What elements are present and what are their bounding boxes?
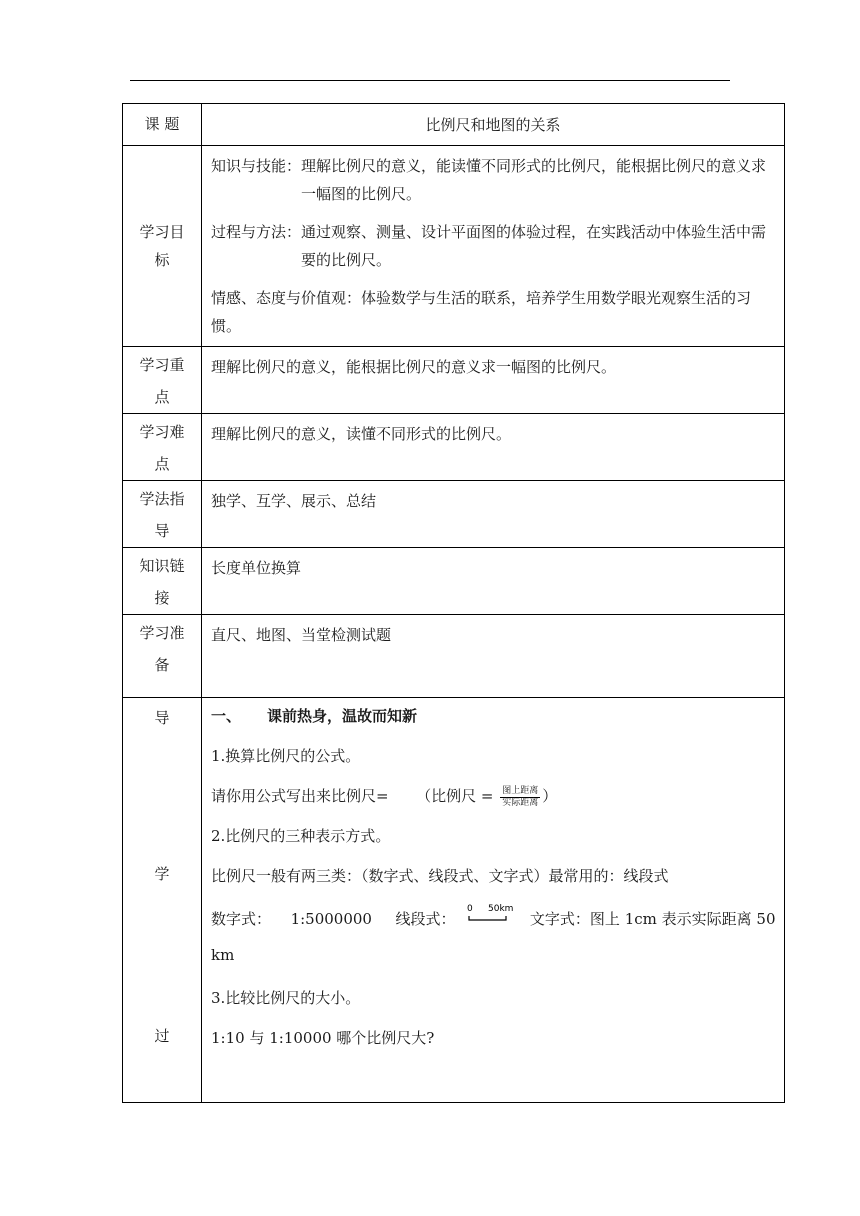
objectives-label: 学习目标 (123, 146, 202, 347)
objective-key: 过程与方法： (211, 223, 302, 241)
difficulties-text: 理解比例尺的意义，读懂不同形式的比例尺。 (202, 414, 785, 481)
formula-prompt: 请你用公式写出来比例尺= (211, 787, 389, 805)
objective-key: 知识与技能： (211, 157, 302, 175)
question-2: 2.比例尺的三种表示方式。 (211, 827, 391, 845)
segment-scale-zero: 0 (467, 904, 474, 914)
row-preparation (123, 615, 785, 698)
process-content (202, 698, 785, 1103)
row-title (123, 104, 785, 146)
header-rule (130, 80, 730, 81)
row-method (123, 481, 785, 548)
objective-text: 理解比例尺的意义，能读懂不同形式的比例尺，能根据比例尺的意义求一幅图的比例尺。 (301, 157, 767, 203)
formula-answer-close: ） (542, 787, 558, 805)
scale-formula-fraction (500, 786, 540, 809)
row-links (123, 548, 785, 615)
segment-scale-end: 50km (488, 904, 514, 914)
objective-text: 体验数学与生活的联系，培养学生用数学眼光观察生活的习惯。 (211, 289, 752, 335)
links-text: 长度单位换算 (202, 548, 785, 615)
process-label-char: 导 (154, 709, 170, 727)
preparation-text: 直尺、地图、当堂检测试题 (202, 615, 785, 698)
row-process (123, 698, 785, 1103)
objective-text: 通过观察、测量、设计平面图的体验过程，在实践活动中体验生活中需要的比例尺。 (301, 223, 767, 269)
formula-line (211, 782, 776, 810)
row-objectives (123, 146, 785, 347)
scale-types-text: 比例尺一般有两三类：（数字式、线段式、文字式）最常用的：线段式 (211, 867, 669, 885)
key-points-label: 学习重点 (123, 347, 202, 414)
objectives-content (202, 146, 785, 347)
segment-scale-label: 线段式： (395, 910, 456, 928)
row-difficulties (123, 414, 785, 481)
key-points-text: 理解比例尺的意义，能根据比例尺的意义求一幅图的比例尺。 (202, 347, 785, 414)
question-3: 3.比较比例尺的大小。 (211, 989, 361, 1007)
objective-attitude (211, 284, 776, 340)
section-heading (211, 702, 776, 730)
numeric-scale-label: 数字式： (211, 910, 272, 928)
process-label-char: 过 (154, 1027, 170, 1045)
section-title: 课前热身，温故而知新 (267, 707, 418, 725)
difficulties-label: 学习难点 (123, 414, 202, 481)
segment-scale-icon (466, 902, 514, 938)
fraction-numerator: 图上距离 (502, 785, 539, 796)
numeric-scale-value: 1:5000000 (290, 910, 372, 928)
process-label-char: 学 (154, 865, 170, 883)
formula-answer-open: （比例尺 = (416, 787, 494, 805)
section-number: 一、 (211, 707, 242, 725)
compare-question: 1:10 与 1:10000 哪个比例尺大? (211, 1029, 435, 1047)
text-scale-label: 文字式： (529, 910, 590, 928)
links-label: 知识链接 (123, 548, 202, 615)
text-scale-value: 图上 1cm 表示实际距离 50 km (211, 910, 776, 964)
row-key-points (123, 347, 785, 414)
preparation-label: 学习准备 (123, 615, 202, 698)
objective-process (211, 218, 776, 274)
method-text: 独学、互学、展示、总结 (202, 481, 785, 548)
method-label: 学法指导 (123, 481, 202, 548)
title-label: 课 题 (123, 104, 202, 146)
question-1: 1.换算比例尺的公式。 (211, 747, 361, 765)
objective-key: 情感、态度与价值观： (211, 289, 362, 307)
process-label (123, 698, 202, 1103)
objective-knowledge (211, 152, 776, 208)
lesson-plan-table (122, 103, 785, 1103)
lesson-title: 比例尺和地图的关系 (202, 104, 785, 146)
scale-examples (211, 902, 776, 972)
fraction-denominator: 实际距离 (502, 797, 539, 808)
